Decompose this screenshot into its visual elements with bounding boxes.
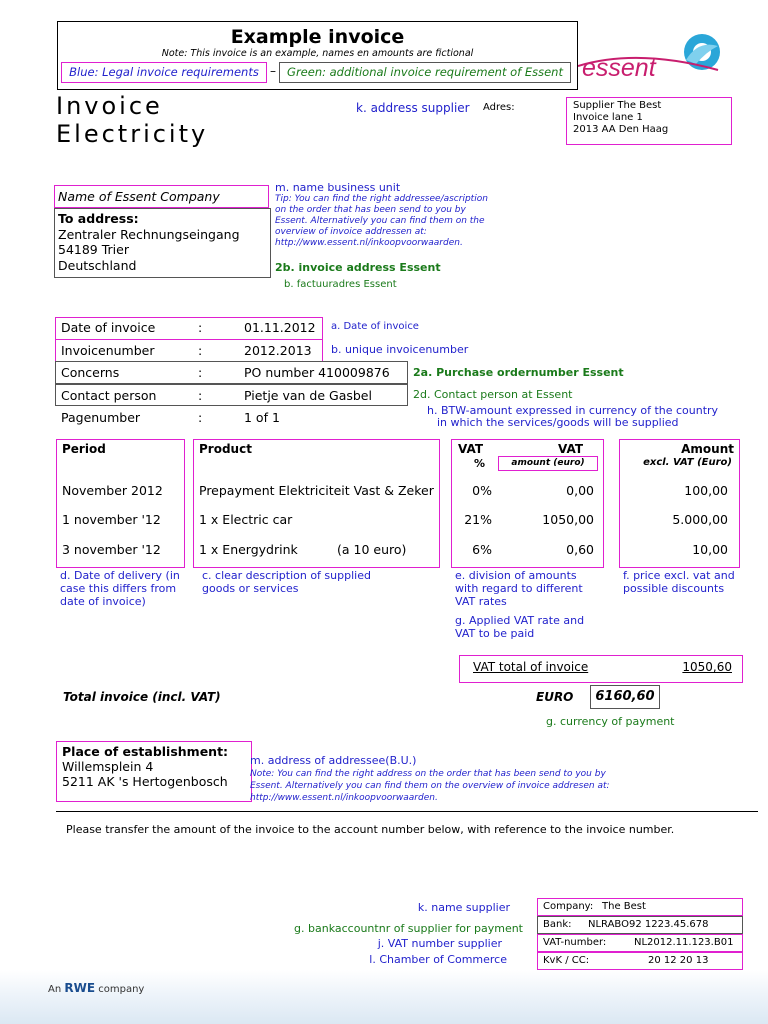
table-row-vat-amount: 0,00 [566,483,594,498]
legend-dash: – [270,64,276,78]
legend-green: Green: additional invoice requirement of Essent [279,62,571,83]
to-address-label: To address: [58,211,139,226]
header-note: Note: This invoice is an example, names en amounts are fictional [161,48,474,59]
table-row-vat: 0% [472,483,492,498]
bank-value: The Best [602,901,646,912]
table-row-product: 1 x Electric car [199,512,293,527]
invoice-example-title: Example invoice [230,26,405,48]
detail-label: Concerns [61,365,120,380]
footer-brand: RWE [64,981,96,995]
bank-label: Company: [543,901,594,912]
annot-invoice-address-essent: 2b. invoice address Essent [275,261,441,274]
to-address-line: Deutschland [58,257,137,273]
annot-line: VAT to be paid [455,627,535,640]
supplier-line: Supplier The Best [573,100,662,111]
annot-line: g. Applied VAT rate and [455,614,585,627]
annot-vat-number: j. VAT number supplier [377,937,502,950]
annot-chamber-commerce: l. Chamber of Commerce [369,953,507,966]
annot-line: e. division of amounts [455,569,577,582]
annot-purchase-ordernumber: 2a. Purchase ordernumber Essent [413,366,624,379]
bank-row-company [537,898,743,916]
to-address-box [54,208,271,278]
adres-label: Adres: [483,102,515,113]
head-vat-amount-sub: amount (euro) [498,456,598,471]
establishment-line: 5211 AK 's Hertogenbosch [62,774,228,789]
annot-btw-amount [427,405,718,429]
note-line: Essent. Alternatively you can find them on the overview of invoice addresen at: [250,781,610,791]
doc-title-line1: Invoice [56,92,163,120]
annot-invoicenumber: b. unique invoicenumber [331,343,469,356]
annot-contact-person: 2d. Contact person at Essent [413,388,573,401]
detail-value-invoicenumber: 2012.2013 [244,343,312,358]
detail-value-contact: Pietje van de Gasbel [244,388,372,403]
annot-currency-payment: g. currency of payment [546,715,675,728]
doc-title-line2: Electricity [56,120,209,148]
transfer-text: Please transfer the amount of the invoice to the account number below, with reference to the invoice number. [66,823,675,836]
annot-applied-vat [455,614,584,640]
table-row-vat-amount: 0,60 [566,542,594,557]
head-period: Period [62,442,106,456]
detail-sep: : [198,343,203,358]
annot-line: goods or services [202,582,299,595]
bank-row-bank [537,916,743,934]
total-invoice-value: 6160,60 [590,685,660,709]
annot-line: possible discounts [623,582,725,595]
total-invoice-label: Total invoice (incl. VAT) [63,690,221,704]
bank-value: NLRABO92 1223.45.678 [588,919,709,930]
establishment-line: Willemsplein 4 [62,759,154,774]
bank-label: KvK / CC: [543,955,590,966]
detail-value-po-number: PO number 410009876 [244,365,390,380]
tip-line: http://www.essent.nl/inkoopvoorwaarden. [275,238,463,248]
annot-line: f. price excl. vat and [623,569,735,582]
annot-name-supplier: k. name supplier [417,901,510,914]
tip-line: Tip: You can find the right addressee/ascription [275,194,488,204]
total-currency: EURO [536,690,574,704]
footer-rwe-logo [48,981,144,995]
tip-note [275,194,488,249]
annot-date-delivery [60,569,180,608]
bank-value: NL2012.11.123.B01 [634,937,734,948]
table-row-amount: 5.000,00 [672,512,728,527]
footer-bar [0,970,768,1024]
detail-label: Invoicenumber [61,343,155,358]
head-vat: VAT [458,442,484,456]
annot-address-supplier: k. address supplier [356,101,470,115]
annot-line: c. clear description of supplied [202,569,371,582]
tip-line: on the order that has been send to you by [275,205,466,215]
detail-value-date: 01.11.2012 [244,320,316,335]
to-address-line: 54189 Trier [58,242,129,257]
detail-label: Contact person [61,388,157,403]
essent-logo [578,30,728,90]
head-vat-pct: % [474,457,486,470]
vat-total-label: VAT total of invoice [473,660,589,674]
annot-factuuradres: b. factuuradres Essent [284,279,397,290]
table-row-product-extra: (a 10 euro) [337,542,407,557]
supplier-line: 2013 AA Den Haag [573,124,669,135]
vat-total-value: 1050,60 [682,660,732,674]
detail-sep: : [198,320,203,335]
head-amount: Amount [681,442,734,456]
table-row-vat: 6% [472,542,492,557]
head-vat-amount: VAT [558,442,584,456]
company-name-box: Name of Essent Company [54,185,269,208]
annot-line: case this differs from [60,582,177,595]
to-address-line: Zentraler Rechnungseingang [58,226,240,242]
table-row-amount: 10,00 [692,542,728,557]
table-row-vat-amount: 1050,00 [542,512,594,527]
bank-value: 20 12 20 13 [648,955,709,966]
table-row-amount: 100,00 [684,483,728,498]
footer-suffix: company [98,984,145,995]
bank-label: VAT-number: [543,937,607,948]
table-row-period: 3 november '12 [62,542,161,557]
annot-line: date of invoice) [60,595,146,608]
establishment-note [250,768,610,804]
tip-line: Essent. Alternatively you can find them on the [275,216,485,226]
table-row-period: November 2012 [62,483,163,498]
annot-line: with regard to different [455,582,583,595]
establishment-label: Place of establishment: [62,744,229,759]
detail-label: Date of invoice [61,320,156,335]
annot-line: d. Date of delivery (in [60,569,180,582]
establishment-box [56,741,252,802]
note-line: http://www.essent.nl/inkoopvoorwaarden. [250,793,438,803]
annot-line: in which the services/goods will be supplied [437,416,679,429]
detail-sep: : [198,410,203,425]
bank-row-kvk [537,952,743,970]
bank-row-vat [537,934,743,952]
annot-name-business-unit: m. name business unit [275,181,401,194]
head-amount-sub: excl. VAT (Euro) [643,457,732,468]
supplier-line: Invoice lane 1 [573,112,643,123]
essent-logo-text: essent [582,54,656,82]
table-row-product: 1 x Energydrink [199,542,298,557]
detail-value-pagenumber: 1 of 1 [244,410,280,425]
supplier-address-box [566,97,732,145]
detail-label: Pagenumber [61,410,141,425]
footer-prefix: An [48,984,62,995]
divider [56,811,758,812]
head-product: Product [199,442,252,456]
note-line: Note: You can find the right address on the order that has been send to you by [250,769,606,779]
annot-bankaccount: g. bankaccountnr of supplier for payment [294,922,523,935]
detail-sep: : [198,388,203,403]
legend-blue: Blue: Legal invoice requirements [61,62,267,83]
table-row-period: 1 november '12 [62,512,161,527]
annot-price-excl-vat [623,569,735,595]
tip-line: overview of invoice addressen at: [275,227,427,237]
table-row-product: Prepayment Elektriciteit Vast & Zeker [199,483,434,498]
annot-line: VAT rates [455,595,507,608]
annot-line: h. BTW-amount expressed in currency of the country [427,404,719,417]
bank-label: Bank: [543,919,572,930]
detail-sep: : [198,365,203,380]
table-row-vat: 21% [464,512,492,527]
annot-date: a. Date of invoice [331,321,419,332]
annot-description [202,569,371,595]
annot-division-amounts [455,569,583,608]
annot-address-addressee: m. address of addressee(B.U.) [250,754,417,767]
